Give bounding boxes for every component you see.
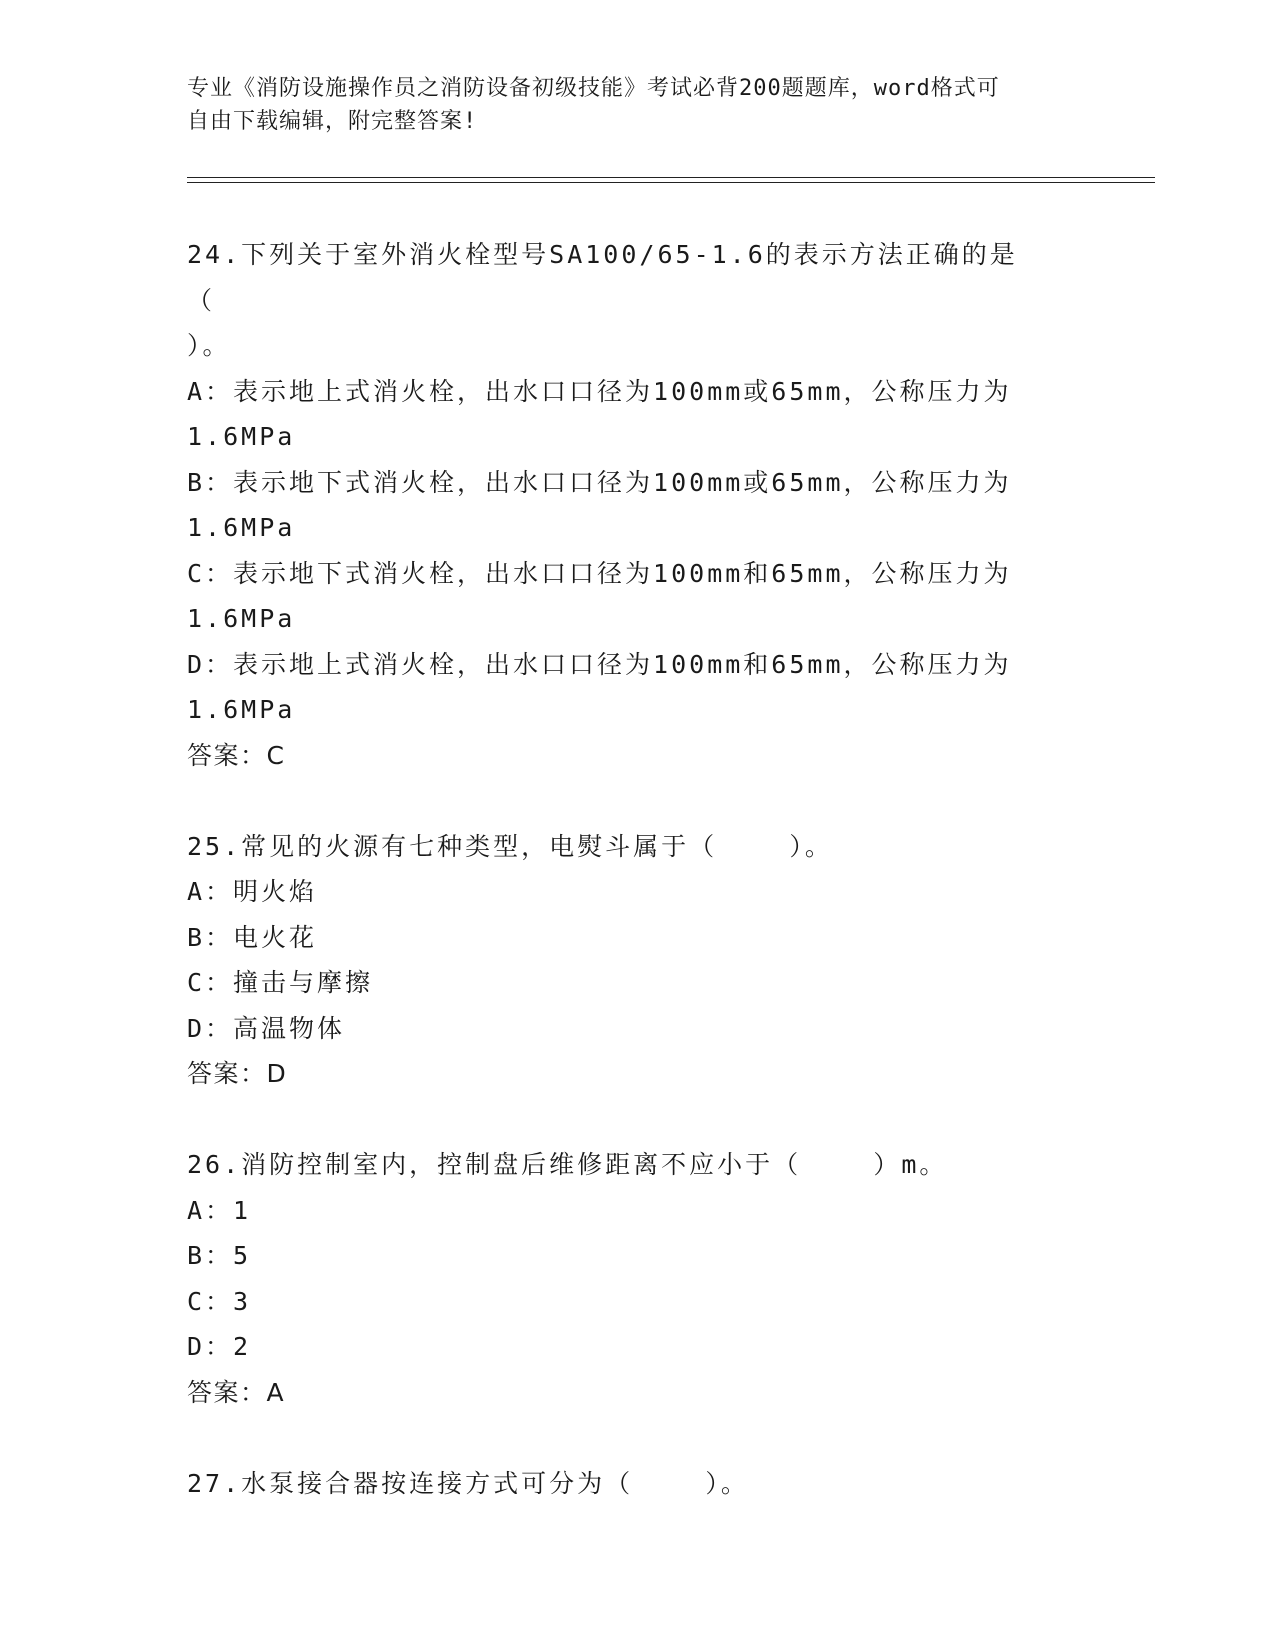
question-stem: 24.下列关于室外消火栓型号SA100/65-1.6的表示方法正确的是（: [187, 240, 1018, 315]
question-stem: 26.消防控制室内，控制盘后维修距离不应小于（ ）m。: [187, 1150, 948, 1179]
header-rule-top: [187, 177, 1155, 178]
option-d-cont: 1.6MPa: [187, 695, 296, 724]
question-stem-cont: ）。: [187, 331, 231, 360]
option-b: B：5: [187, 1241, 252, 1270]
option-c-cont: 1.6MPa: [187, 604, 296, 633]
question-25: [187, 824, 1027, 1097]
option-d: D：表示地上式消火栓，出水口口径为100mm和65mm，公称压力为: [187, 649, 1012, 679]
question-24: [187, 232, 1027, 778]
answer: 答案：D: [187, 1059, 288, 1088]
option-d: D：2: [187, 1332, 252, 1361]
header-line-2: 自由下载编辑，附完整答案!: [187, 109, 478, 134]
question-stem: 25.常见的火源有七种类型，电熨斗属于（ ）。: [187, 831, 833, 861]
option-c: C：撞击与摩擦: [187, 968, 374, 997]
option-a-cont: 1.6MPa: [187, 422, 296, 451]
header-line-1: 专业《消防设施操作员之消防设备初级技能》考试必背200题题库，word格式可: [187, 76, 1000, 101]
option-a: A：表示地上式消火栓，出水口口径为100mm或65mm，公称压力为: [187, 376, 1012, 406]
option-a: A：1: [187, 1195, 252, 1225]
option-b: B：表示地下式消火栓，出水口口径为100mm或65mm，公称压力为: [187, 467, 1012, 497]
answer: 答案：A: [187, 1377, 286, 1407]
option-b-cont: 1.6MPa: [187, 513, 296, 542]
question-stem: 27.水泵接合器按连接方式可分为（ ）。: [187, 1468, 749, 1498]
option-c: C：表示地下式消火栓，出水口口径为100mm和65mm，公称压力为: [187, 558, 1012, 588]
document-header: [187, 72, 1087, 138]
question-list: [187, 232, 1027, 1552]
option-b: B：电火花: [187, 922, 318, 952]
question-27: [187, 1461, 1027, 1507]
option-a: A：明火焰: [187, 877, 318, 906]
answer: 答案：C: [187, 740, 286, 770]
option-d: D：高温物体: [187, 1013, 346, 1043]
option-c: C：3: [187, 1286, 252, 1316]
question-26: [187, 1142, 1027, 1415]
header-rule-bottom: [187, 182, 1155, 183]
